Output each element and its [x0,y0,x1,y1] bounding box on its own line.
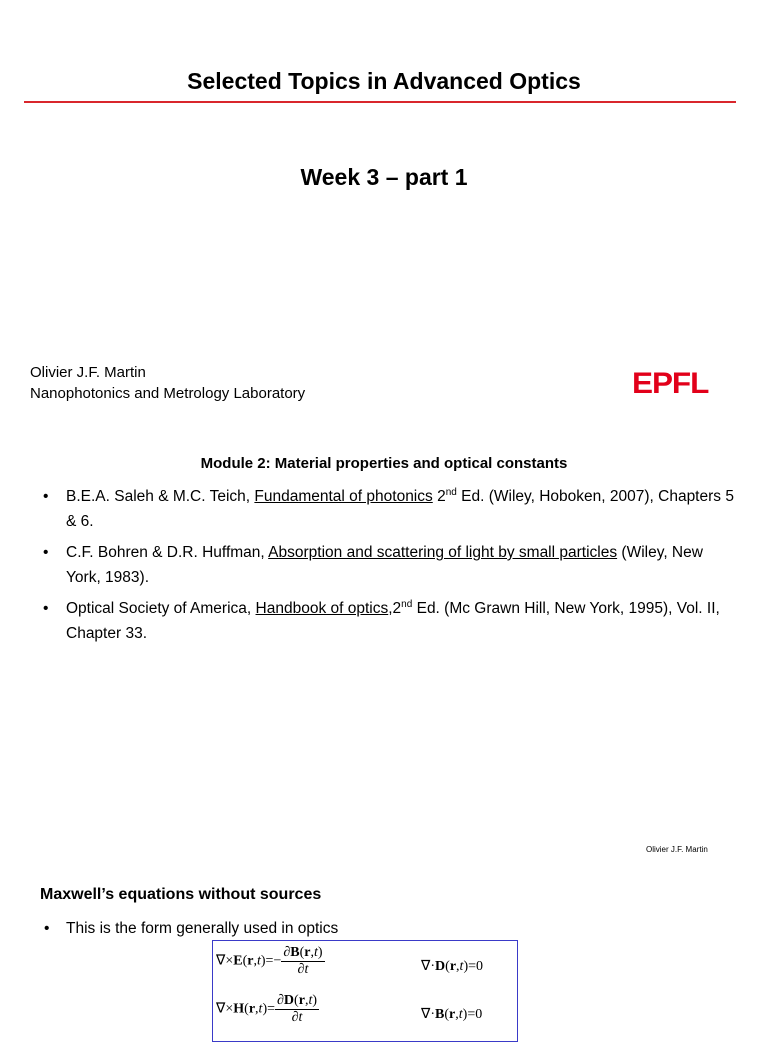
ref-title-link[interactable]: Fundamental of photonics [254,488,433,505]
ampere-equation: ∇×H(r,t)= $\frac{\partial D(r,t)}{\partial t}$ [216,993,317,1025]
bullet-icon: • [44,920,50,937]
ref-details: (Wiley, New York, 1983). [66,544,703,586]
ref-edition-sup: nd [445,486,457,498]
ref-authors: Optical Society of America, [66,600,256,617]
author-block [30,362,305,404]
bullet-icon: • [43,600,49,617]
ref-edition: 2 [432,488,446,505]
maxwell-equations-box [212,940,518,1042]
faraday-equation: ∇×E(r,t)=− $\frac{\partial B(r,t)}{\partial t}$ [216,945,323,977]
bullet-icon: • [43,488,49,505]
reference-list [36,484,736,652]
ref-title-link[interactable]: Absorption and scattering of light by small particles [268,544,618,561]
title-divider [24,101,736,103]
ref-details: Ed. (Mc Grawn Hill, New York, 1995), Vol. II, Chapter 33. [66,600,720,642]
gauss-b-equation: ∇·B(r,t)=0 [421,1007,483,1022]
gauss-d-equation: ∇·D(r,t)=0 [421,959,483,974]
ref-details: Ed. (Wiley, Hoboken, 2007), Chapters 5 & 6. [66,488,734,530]
slide-title: Selected Topics in Advanced Optics [187,68,581,94]
author-lab: Nanophotonics and Metrology Laboratory [30,385,306,402]
bullet-icon: • [43,544,49,561]
reference-item [36,540,736,590]
ref-edition: ,2 [388,600,402,617]
ref-authors: C.F. Bohren & D.R. Huffman, [66,544,269,561]
slide-subtitle: Week 3 – part 1 [300,164,468,190]
module-heading: Module 2: Material properties and optical constants [200,455,568,472]
maxwell-bullet-text: This is the form generally used in optics [66,920,339,937]
slide-footer: Olivier J.F. Martin [646,845,708,854]
ref-edition-sup: nd [401,598,413,610]
ref-authors: B.E.A. Saleh & M.C. Teich, [66,488,255,505]
reference-item [36,484,736,534]
author-name: Olivier J.F. Martin [30,364,146,381]
reference-item [36,596,736,646]
ref-title-link[interactable]: Handbook of optics [255,600,389,617]
epfl-logo: EPFL [632,367,709,400]
maxwell-heading: Maxwell’s equations without sources [40,886,322,903]
